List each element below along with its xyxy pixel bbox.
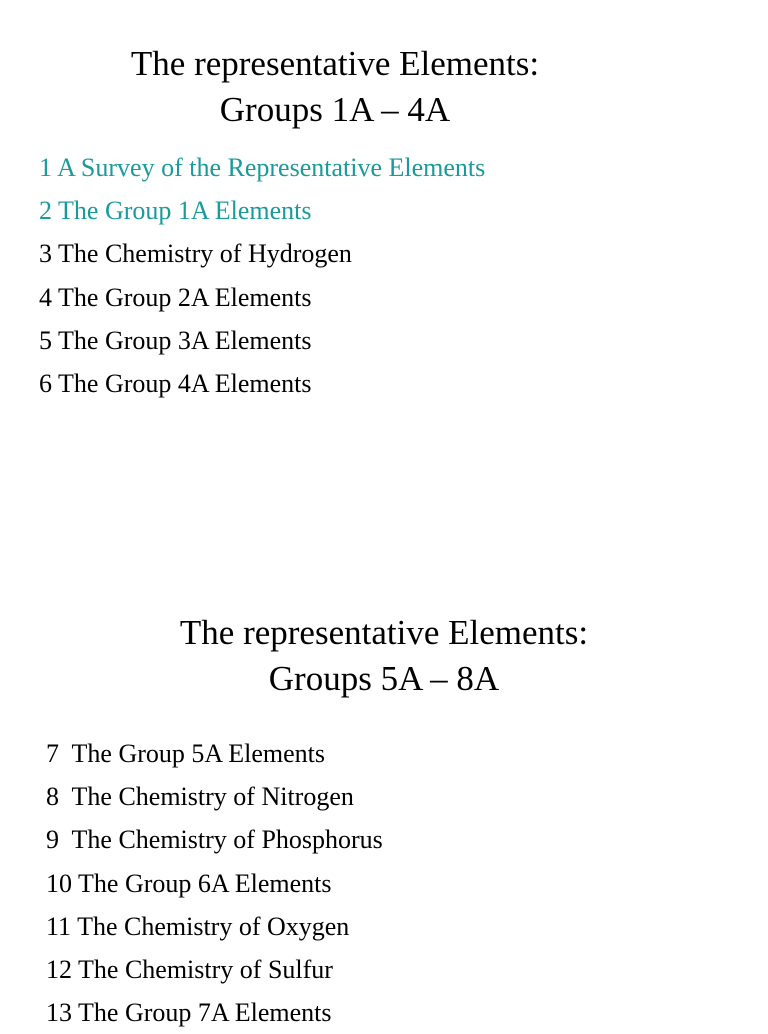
outline-item	[46, 905, 383, 948]
slide-1-title-line-2: Groups 1A – 4A	[219, 90, 451, 129]
outline-item	[39, 146, 485, 189]
outline-item	[46, 991, 383, 1034]
outline-item-number: 2	[39, 196, 52, 226]
outline-item-text: The Group 2A Elements	[58, 282, 312, 312]
slide-1-outline	[39, 146, 485, 405]
slide-1-title	[0, 41, 719, 133]
outline-item	[39, 319, 485, 362]
outline-item-number: 8	[46, 782, 66, 812]
outline-item-text: The Group 6A Elements	[78, 868, 332, 898]
slide-2-outline	[46, 732, 383, 1034]
outline-item	[46, 862, 383, 905]
outline-item-text: The Chemistry of Phosphorus	[71, 825, 383, 855]
outline-item-text: The Group 7A Elements	[78, 998, 332, 1028]
outline-item-text: The Chemistry of Oxygen	[77, 911, 350, 941]
outline-item-text: The Group 3A Elements	[58, 325, 312, 355]
outline-item-text: The Group 5A Elements	[71, 739, 325, 768]
outline-item	[46, 818, 383, 861]
outline-item-number: 12	[46, 955, 72, 985]
outline-item-number: 3	[39, 239, 52, 269]
outline-item-text: The Chemistry of Hydrogen	[58, 239, 352, 269]
outline-item-number: 4	[39, 282, 52, 312]
outline-item-number: 11	[46, 911, 72, 941]
outline-item-text: The Chemistry of Nitrogen	[71, 782, 354, 812]
outline-item-number: 7	[46, 739, 66, 768]
outline-item	[39, 189, 485, 232]
slide-2-title	[0, 610, 768, 702]
outline-item-text: A Survey of the Representative Elements	[57, 153, 486, 182]
outline-item	[46, 948, 383, 991]
slide-1-title-line-1: The representative Elements:	[130, 44, 540, 83]
outline-item	[46, 732, 383, 775]
outline-item	[39, 362, 485, 405]
outline-item-number: 6	[39, 369, 52, 399]
outline-item	[46, 775, 383, 818]
slide-2-title-line-1: The representative Elements:	[179, 613, 589, 652]
slide-2-title-line-2: Groups 5A – 8A	[268, 659, 500, 698]
outline-item-number: 5	[39, 325, 52, 355]
outline-item-number: 1	[39, 153, 52, 182]
outline-item-number: 13	[46, 998, 72, 1028]
outline-item-text: The Chemistry of Sulfur	[78, 955, 333, 985]
outline-item-number: 10	[46, 868, 72, 898]
outline-item-text: The Group 4A Elements	[58, 369, 312, 399]
outline-item	[39, 232, 485, 275]
outline-item-text: The Group 1A Elements	[58, 196, 312, 226]
outline-item-number: 9	[46, 825, 66, 855]
outline-item	[39, 276, 485, 319]
